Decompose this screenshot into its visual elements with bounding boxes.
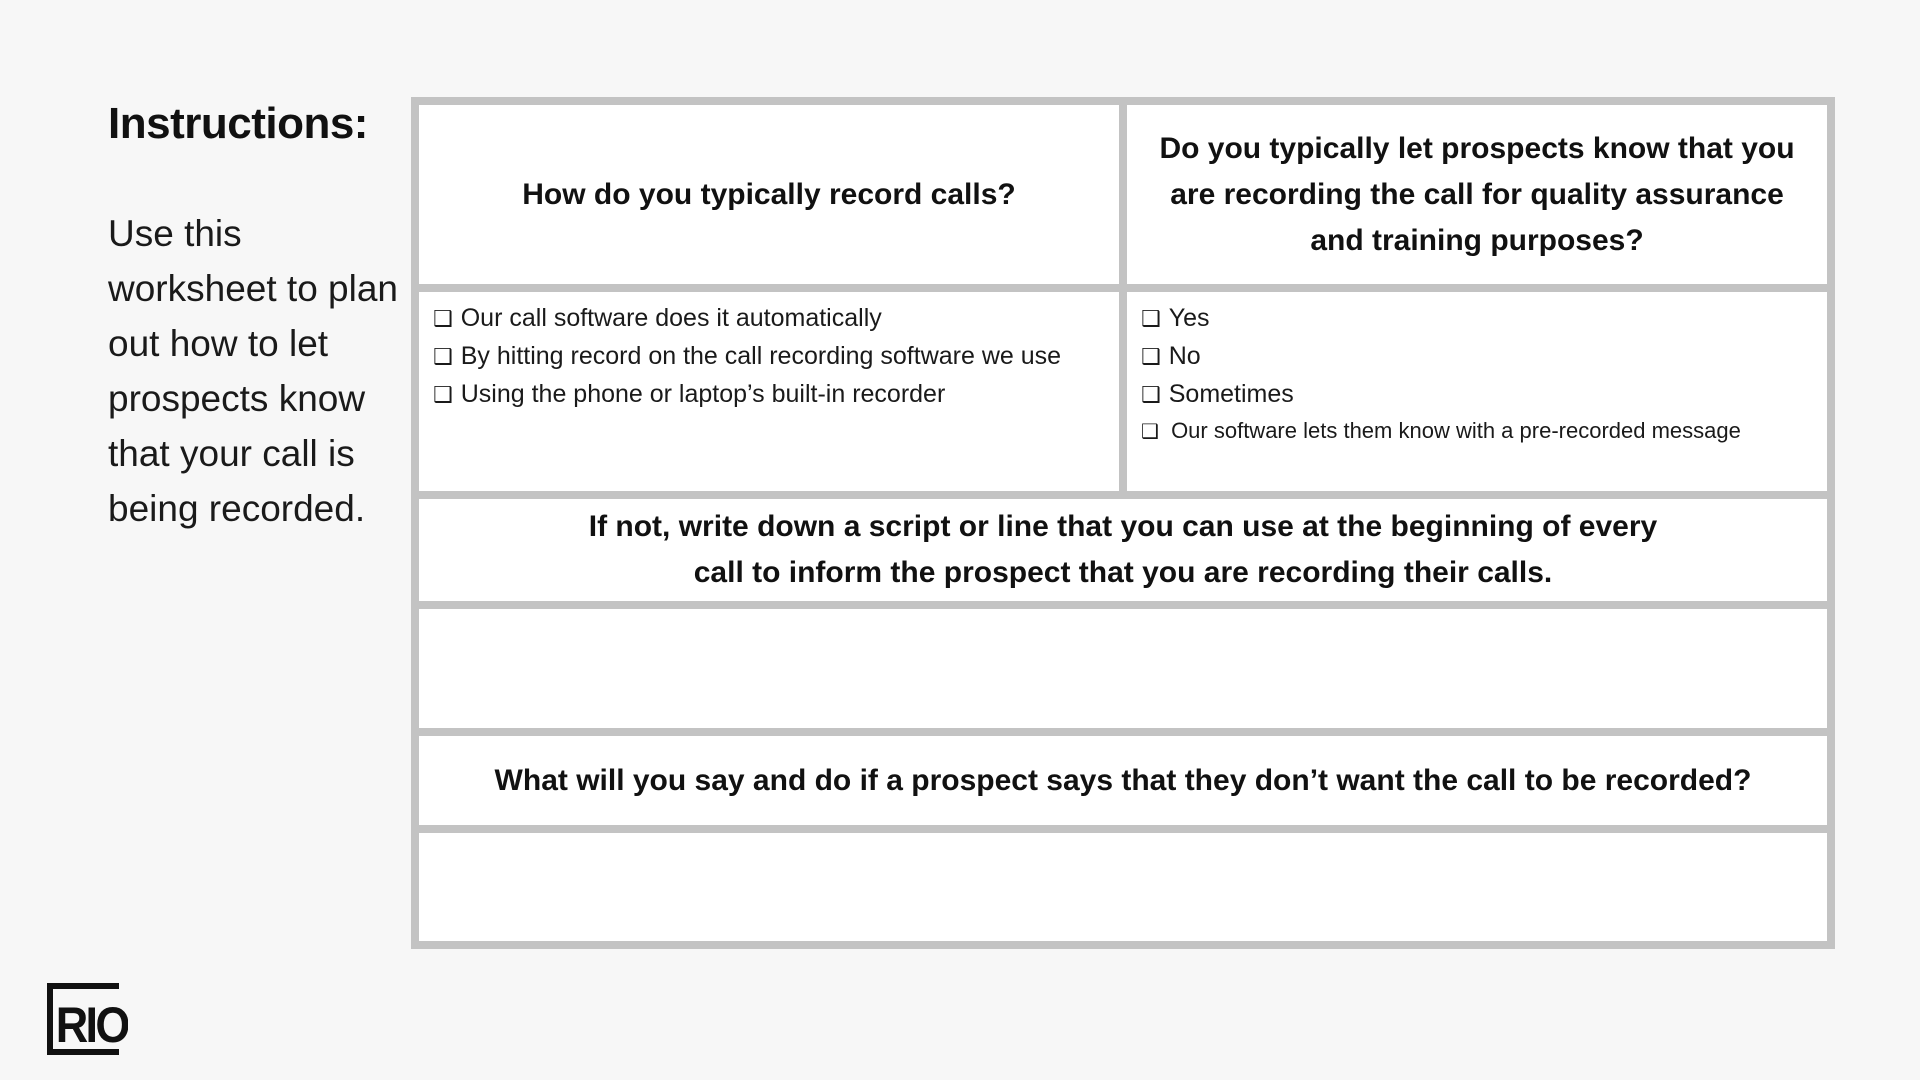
q4-title: What will you say and do if a prospect says that they don’t want the call to be recorded? xyxy=(494,763,1752,797)
q1-option-label: Using the phone or laptop’s built-in recorder xyxy=(460,380,946,408)
q2-option[interactable] xyxy=(1141,300,1817,338)
q1-options xyxy=(419,292,1119,491)
checkbox-icon[interactable]: ❑ xyxy=(1141,419,1159,443)
instructions-body: Use this worksheet to plan out how to let prospects know that your call is being recorded. xyxy=(108,213,399,529)
q2-option[interactable] xyxy=(1141,376,1817,414)
checkbox-icon[interactable]: ❑ xyxy=(1141,307,1161,332)
q1-header xyxy=(419,105,1119,284)
q3-answer-area[interactable] xyxy=(419,609,1827,728)
q3-title: If not, write down a script or line that you can use at the beginning of every call to inform the prospect that you are recording their calls. xyxy=(588,510,1658,589)
checkbox-icon[interactable]: ❑ xyxy=(433,383,453,408)
q3-header xyxy=(419,499,1827,601)
checkbox-icon[interactable]: ❑ xyxy=(1141,345,1161,370)
q2-option-label: Yes xyxy=(1168,304,1210,332)
instructions-heading: Instructions: xyxy=(108,99,368,148)
q2-header xyxy=(1127,105,1827,284)
q2-option[interactable] xyxy=(1141,338,1817,376)
q1-option-label: By hitting record on the call recording software we use xyxy=(460,342,1062,370)
q1-option-label: Our call software does it automatically xyxy=(460,304,882,332)
rio-logo xyxy=(44,980,128,1058)
q2-option[interactable] xyxy=(1141,414,1817,448)
q1-option[interactable] xyxy=(433,300,1109,338)
q2-options xyxy=(1127,292,1827,491)
checkbox-icon[interactable]: ❑ xyxy=(433,345,453,370)
q1-option[interactable] xyxy=(433,376,1109,414)
instructions-panel xyxy=(108,96,408,536)
q1-option[interactable] xyxy=(433,338,1109,376)
q2-option-label: Sometimes xyxy=(1168,380,1294,408)
q1-title: How do you typically record calls? xyxy=(522,177,1016,211)
worksheet-table xyxy=(411,97,1835,949)
q2-option-label: No xyxy=(1168,342,1201,370)
q4-answer-area[interactable] xyxy=(419,833,1827,941)
checkbox-icon[interactable]: ❑ xyxy=(433,307,453,332)
logo-text: RIO xyxy=(55,997,128,1054)
q2-title: Do you typically let prospects know that you are recording the call for quality assurance and training purposes? xyxy=(1159,131,1795,257)
checkbox-icon[interactable]: ❑ xyxy=(1141,383,1161,408)
q2-option-label: Our software lets them know with a pre-recorded message xyxy=(1171,418,1741,443)
q4-header xyxy=(419,736,1827,825)
